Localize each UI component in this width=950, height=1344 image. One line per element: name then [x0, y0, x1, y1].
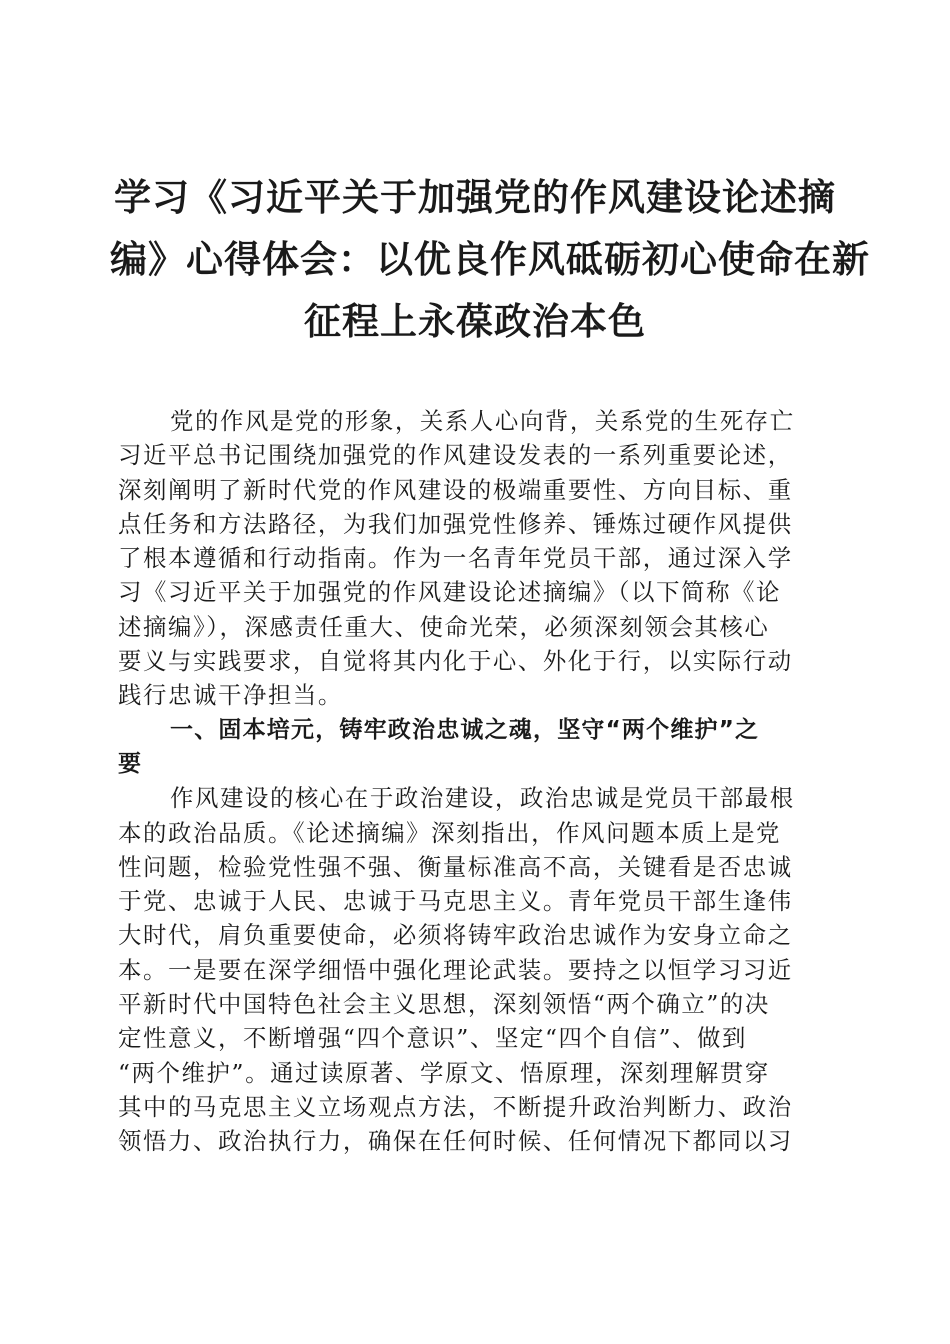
- text-line: 作风建设的核心在于政治建设，政治忠诚是党员干部最根: [170, 784, 795, 813]
- text-line: 本。一是要在深学细悟中强化理论武装。要持之以恒学习习近: [118, 955, 793, 984]
- text-line: 践行忠诚干净担当。: [118, 681, 343, 710]
- text-line: 述摘编》），深感责任重大、使命光荣，必须深刻领会其核心: [118, 612, 770, 641]
- text-line: 了根本遵循和行动指南。作为一名青年党员干部，通过深入学: [118, 544, 793, 573]
- paragraph-section-1: [118, 781, 824, 1158]
- text-line: 深刻阐明了新时代党的作风建设的极端重要性、方向目标、重: [118, 475, 793, 504]
- text-line: 党的作风是党的形象，关系人心向背，关系党的生死存亡: [170, 407, 795, 435]
- section-heading-1: [118, 713, 824, 782]
- text-line: 于党、忠诚于人民、忠诚于马克思主义。青年党员干部生逢伟: [118, 887, 793, 916]
- heading-line: 一、固本培元，铸牢政治忠诚之魂，坚守“两个维护”之: [170, 716, 760, 743]
- text-line: 其中的马克思主义立场观点方法，不断提升政治判断力、政治: [118, 1092, 793, 1121]
- title-line: 征程上永葆政治本色: [304, 299, 646, 343]
- heading-line: 要: [118, 750, 143, 777]
- text-line: 习《习近平关于加强党的作风建设论述摘编》（以下简称《论: [118, 578, 782, 607]
- text-line: “两个维护”。通过读原著、学原文、悟原理，深刻理解贯穿: [118, 1058, 770, 1087]
- text-line: 点任务和方法路径，为我们加强党性修养、锤炼过硬作风提供: [118, 509, 793, 538]
- text-line: 大时代，肩负重要使命，必须将铸牢政治忠诚作为安身立命之: [118, 921, 793, 950]
- text-line: 平新时代中国特色社会主义思想，深刻领悟“两个确立”的决: [118, 990, 770, 1019]
- text-line: 习近平总书记围绕加强党的作风建设发表的一系列重要论述，: [118, 441, 793, 470]
- text-line: 本的政治品质。《论述摘编》深刻指出，作风问题本质上是党: [118, 818, 782, 847]
- document-body: [118, 404, 824, 1159]
- title-line: 编》心得体会：以优良作风砥砺初心使命在新: [110, 237, 870, 281]
- text-line: 要义与实践要求，自觉将其内化于心、外化于行，以实际行动: [118, 647, 793, 676]
- text-line: 定性意义，不断增强“四个意识”、坚定“四个自信”、做到: [118, 1024, 748, 1053]
- text-line: 领悟力、政治执行力，确保在任何时候、任何情况下都同以习: [118, 1127, 793, 1156]
- paragraph-intro: [118, 404, 824, 713]
- document-title: [110, 166, 870, 352]
- text-line: 性问题，检验党性强不强、衡量标准高不高，关键看是否忠诚: [118, 852, 793, 881]
- title-line: 学习《习近平关于加强党的作风建设论述摘: [114, 175, 836, 219]
